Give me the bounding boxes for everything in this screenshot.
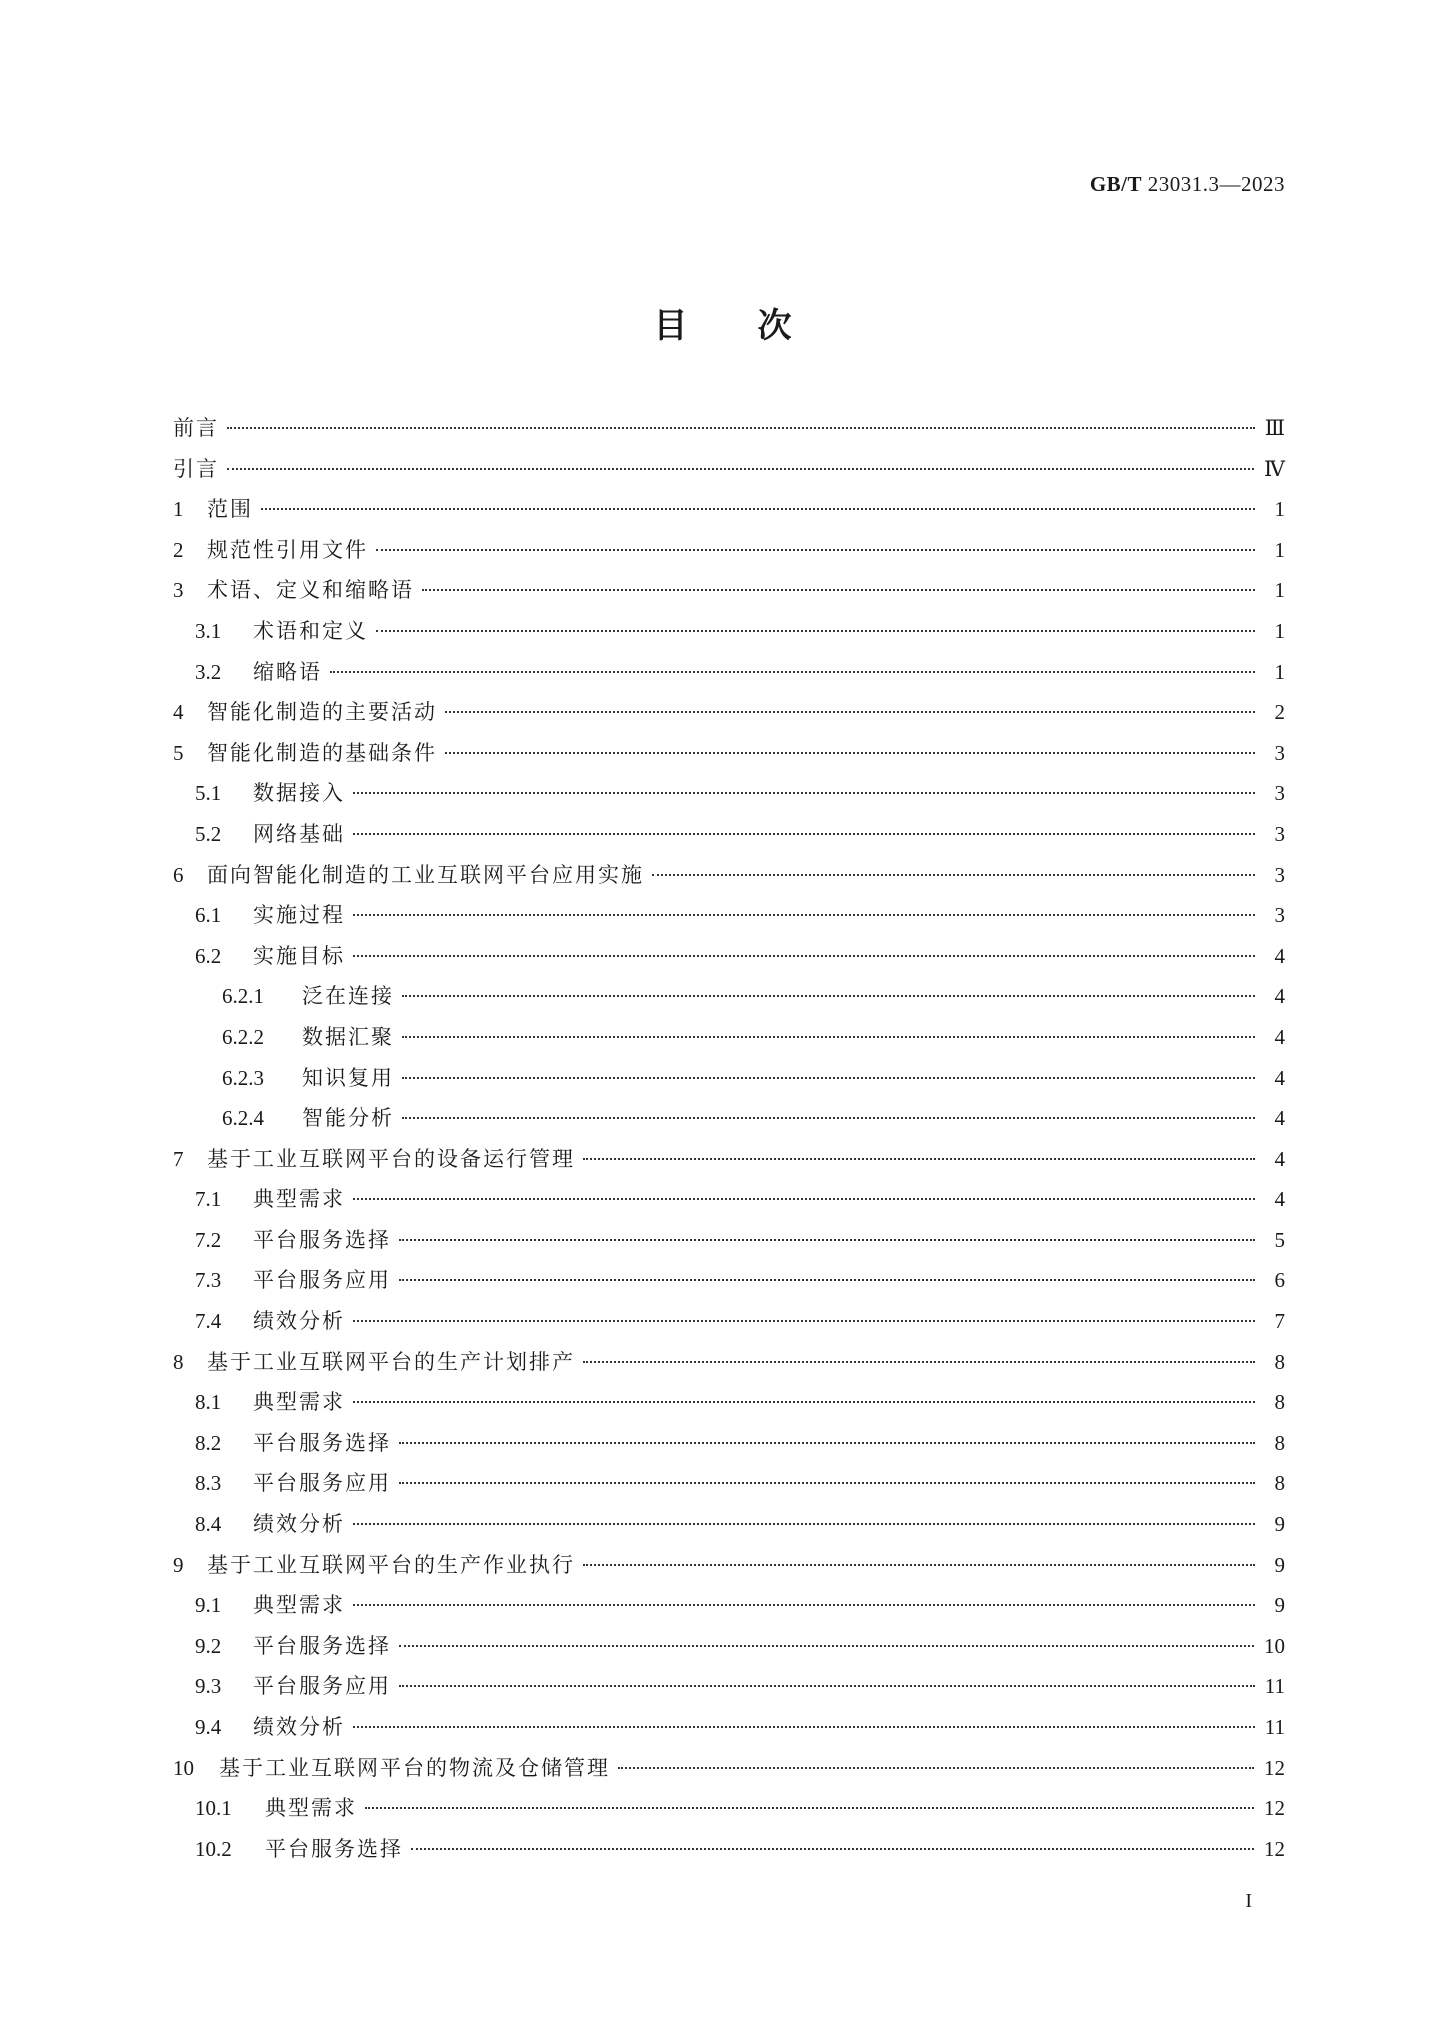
toc-entry[interactable] [173, 1752, 1285, 1793]
toc-dot-leader [402, 1036, 1255, 1038]
toc-entry[interactable] [173, 980, 1285, 1021]
toc-entry-page: 11 [1264, 1715, 1285, 1739]
toc-entry-title: 引言 [173, 456, 219, 481]
toc-entry-page: 6 [1274, 1268, 1285, 1293]
toc-entry[interactable] [173, 615, 1285, 656]
toc-dot-leader [652, 874, 1255, 876]
toc-entry-page: 12 [1264, 1836, 1285, 1861]
toc-entry[interactable] [173, 1183, 1285, 1224]
toc-entry-number: 6.2.4 [222, 1106, 264, 1131]
toc-entry-page: 4 [1274, 943, 1285, 968]
toc-entry-page: 1 [1274, 659, 1285, 684]
toc-entry[interactable] [173, 1549, 1285, 1590]
toc-entry-page: Ⅳ [1264, 456, 1285, 481]
toc-entry-number: 9 [173, 1552, 184, 1577]
toc-entry-page: 3 [1274, 903, 1285, 928]
toc-dot-leader [411, 1848, 1254, 1850]
toc-entry-page: 8 [1274, 1390, 1285, 1415]
toc-entry-number: 3.2 [195, 659, 222, 684]
toc-entry-title: 网络基础 [253, 821, 345, 846]
toc-dot-leader [227, 468, 1254, 470]
toc-entry-page: 3 [1274, 862, 1285, 887]
toc-entry[interactable] [173, 1792, 1285, 1833]
toc-entry-title: 绩效分析 [253, 1309, 345, 1334]
toc-entry-title: 平台服务应用 [253, 1674, 391, 1699]
toc-entry-title: 规范性引用文件 [207, 537, 368, 562]
toc-dot-leader [353, 1523, 1255, 1525]
toc-entry[interactable] [173, 1508, 1285, 1549]
toc-entry[interactable] [173, 656, 1285, 697]
toc-entry-number: 5 [173, 740, 184, 765]
page-number: I [1245, 1890, 1252, 1912]
toc-entry-title: 平台服务选择 [253, 1430, 391, 1455]
standard-number [1090, 172, 1285, 197]
toc-entry-title: 知识复用 [302, 1065, 394, 1090]
toc-entry-number: 10 [173, 1755, 194, 1780]
toc-entry-number: 3.1 [195, 618, 222, 643]
toc-dot-leader [618, 1767, 1254, 1769]
toc-entry-page: 4 [1274, 1146, 1285, 1171]
toc-entry-page: 3 [1274, 821, 1285, 846]
toc-entry-number: 7.1 [195, 1187, 222, 1212]
toc-entry-title: 基于工业互联网平台的生产计划排产 [207, 1349, 575, 1374]
toc-dot-leader [583, 1361, 1255, 1363]
toc-entry-title: 平台服务应用 [253, 1471, 391, 1496]
toc-entry-page: 11 [1264, 1674, 1285, 1699]
toc-entry[interactable] [173, 1264, 1285, 1305]
toc-entry-title: 典型需求 [253, 1390, 345, 1415]
toc-entry-title: 面向智能化制造的工业互联网平台应用实施 [207, 862, 644, 887]
toc-entry[interactable] [173, 1143, 1285, 1184]
toc-entry-page: 2 [1274, 700, 1285, 725]
toc-entry-page: Ⅲ [1264, 416, 1285, 440]
toc-entry[interactable] [173, 1062, 1285, 1103]
toc-entry-page: 8 [1274, 1430, 1285, 1455]
toc-entry-title: 实施目标 [253, 943, 345, 968]
toc-entry-title: 泛在连接 [302, 984, 394, 1009]
toc-entry-page: 4 [1274, 1187, 1285, 1212]
toc-dot-leader [422, 589, 1255, 591]
toc-entry-number: 10.1 [195, 1796, 232, 1821]
toc-dot-leader [583, 1564, 1255, 1566]
toc-entry-title: 平台服务选择 [265, 1836, 403, 1861]
toc-entry-page: 8 [1274, 1471, 1285, 1496]
toc-entry[interactable] [173, 818, 1285, 859]
toc-entry-title: 智能化制造的主要活动 [207, 700, 437, 725]
toc-entry-page: 5 [1274, 1227, 1285, 1252]
toc-entry[interactable] [173, 1670, 1285, 1711]
toc-entry[interactable] [173, 940, 1285, 981]
toc-entry-title: 前言 [173, 416, 219, 440]
toc-entry[interactable] [173, 1021, 1285, 1062]
toc-entry-page: 3 [1274, 740, 1285, 765]
toc-entry-title: 智能分析 [302, 1106, 394, 1131]
toc-dot-leader [399, 1482, 1255, 1484]
toc-entry-number: 8.4 [195, 1512, 222, 1537]
toc-entry-number: 6.2.3 [222, 1065, 264, 1090]
toc-dot-leader [399, 1279, 1255, 1281]
toc-dot-leader [353, 1320, 1255, 1322]
toc-entry-title: 典型需求 [253, 1187, 345, 1212]
toc-entry-title: 数据接入 [253, 781, 345, 806]
toc-entry-title: 智能化制造的基础条件 [207, 740, 437, 765]
toc-title: 目次 [653, 306, 862, 346]
toc-dot-leader [353, 1604, 1255, 1606]
toc-entry[interactable] [173, 1102, 1285, 1143]
toc-entry-number: 9.3 [195, 1674, 222, 1699]
toc-entry-title: 典型需求 [253, 1593, 345, 1618]
toc-entry-number: 7.3 [195, 1268, 222, 1293]
toc-entry-number: 6.2 [195, 943, 222, 968]
toc-entry[interactable] [173, 493, 1285, 534]
toc-dot-leader [353, 955, 1255, 957]
toc-entry-page: 1 [1274, 578, 1285, 603]
toc-dot-leader [353, 1726, 1255, 1728]
toc-entry[interactable] [173, 696, 1285, 737]
toc-entry[interactable] [173, 534, 1285, 575]
toc-entry[interactable] [173, 859, 1285, 900]
toc-entry-page: 4 [1274, 984, 1285, 1009]
toc-entry-number: 9.2 [195, 1633, 222, 1658]
toc-dot-leader [353, 1198, 1255, 1200]
toc-dot-leader [399, 1685, 1255, 1687]
toc-entry[interactable] [173, 737, 1285, 778]
toc-entry[interactable] [173, 1305, 1285, 1346]
toc-entry-number: 7.4 [195, 1309, 222, 1334]
toc-entry-title: 缩略语 [253, 659, 322, 684]
toc-entry-number: 8.1 [195, 1390, 222, 1415]
toc-dot-leader [402, 995, 1255, 997]
toc-entry-title: 平台服务选择 [253, 1633, 391, 1658]
toc-dot-leader [402, 1077, 1255, 1079]
toc-dot-leader [227, 427, 1255, 429]
toc-entry-page: 12 [1264, 1755, 1285, 1780]
toc-entry-page: 4 [1274, 1106, 1285, 1131]
toc-dot-leader [376, 549, 1255, 551]
toc-dot-leader [365, 1807, 1254, 1809]
toc-entry-number: 2 [173, 537, 184, 562]
toc-entry-page: 8 [1274, 1349, 1285, 1374]
toc-entry[interactable] [173, 574, 1285, 615]
toc-entry-page: 4 [1274, 1065, 1285, 1090]
toc-entry[interactable] [173, 1427, 1285, 1468]
toc-entry-title: 平台服务应用 [253, 1268, 391, 1293]
toc-dot-leader [261, 508, 1255, 510]
toc-entry-page: 1 [1274, 537, 1285, 562]
toc-entry[interactable] [173, 1711, 1285, 1752]
toc-entry-number: 9.1 [195, 1593, 222, 1618]
toc-entry-title: 基于工业互联网平台的物流及仓储管理 [219, 1755, 610, 1780]
toc-dot-leader [353, 833, 1255, 835]
toc-dot-leader [583, 1158, 1255, 1160]
toc-entry-page: 12 [1264, 1796, 1285, 1821]
toc-entry[interactable] [173, 899, 1285, 940]
toc-dot-leader [353, 914, 1255, 916]
toc-entry-page: 1 [1274, 497, 1285, 522]
toc-entry[interactable] [173, 1386, 1285, 1427]
toc-entry-number: 5.2 [195, 821, 222, 846]
standard-prefix: GB/T [1089, 172, 1142, 196]
toc-entry-title: 典型需求 [265, 1796, 357, 1821]
toc-dot-leader [402, 1117, 1255, 1119]
toc-entry-page: 3 [1274, 781, 1285, 806]
toc-entry[interactable] [173, 1224, 1285, 1265]
toc-entry-title: 术语、定义和缩略语 [207, 578, 414, 603]
toc-entry[interactable] [173, 453, 1285, 494]
toc-dot-leader [330, 671, 1255, 673]
toc-entry-page: 9 [1274, 1552, 1285, 1577]
toc-entry[interactable] [173, 777, 1285, 818]
toc-entry-number: 10.2 [195, 1836, 232, 1861]
toc-entry-number: 1 [173, 497, 184, 522]
toc-entry-page: 9 [1274, 1593, 1285, 1618]
toc-entry-number: 3 [173, 578, 184, 603]
toc-entry-page: 4 [1274, 1024, 1285, 1049]
toc-entry-title: 基于工业互联网平台的生产作业执行 [207, 1552, 575, 1577]
toc-entry-number: 6.2.1 [222, 984, 264, 1009]
toc-dot-leader [399, 1442, 1255, 1444]
toc-entry-page: 7 [1274, 1309, 1285, 1334]
toc-entry-number: 5.1 [195, 781, 222, 806]
toc-entry-title: 实施过程 [253, 903, 345, 928]
toc-entry-title: 术语和定义 [253, 618, 368, 643]
toc-entry-page: 9 [1274, 1512, 1285, 1537]
toc-entry-number: 8.2 [195, 1430, 222, 1455]
toc-entry-number: 6.2.2 [222, 1024, 264, 1049]
toc-entry[interactable] [173, 412, 1285, 453]
toc-entry[interactable] [173, 1346, 1285, 1387]
toc-dot-leader [445, 752, 1255, 754]
toc-dot-leader [376, 630, 1255, 632]
table-of-contents [173, 412, 1285, 1873]
toc-entry-number: 8 [173, 1349, 184, 1374]
toc-entry-number: 8.3 [195, 1471, 222, 1496]
toc-entry-page: 10 [1264, 1633, 1285, 1658]
toc-dot-leader [445, 711, 1255, 713]
toc-entry-number: 7.2 [195, 1227, 222, 1252]
toc-entry-title: 平台服务选择 [253, 1227, 391, 1252]
toc-entry[interactable] [173, 1630, 1285, 1671]
toc-entry-number: 9.4 [195, 1715, 222, 1739]
toc-dot-leader [399, 1645, 1254, 1647]
toc-entry[interactable] [173, 1467, 1285, 1508]
toc-entry-number: 4 [173, 700, 184, 725]
toc-entry-number: 7 [173, 1146, 184, 1171]
toc-entry-number: 6.1 [195, 903, 222, 928]
toc-entry-title: 数据汇聚 [302, 1024, 394, 1049]
toc-entry-title: 绩效分析 [253, 1715, 345, 1739]
toc-entry-title: 范围 [207, 497, 253, 522]
toc-entry[interactable] [173, 1833, 1285, 1874]
toc-entry[interactable] [173, 1589, 1285, 1630]
toc-entry-number: 6 [173, 862, 184, 887]
toc-dot-leader [399, 1239, 1255, 1241]
toc-entry-title: 绩效分析 [253, 1512, 345, 1537]
toc-dot-leader [353, 1401, 1255, 1403]
toc-entry-title: 基于工业互联网平台的设备运行管理 [207, 1146, 575, 1171]
toc-dot-leader [353, 792, 1255, 794]
standard-code: 23031.3—2023 [1147, 172, 1285, 196]
toc-entry-page: 1 [1274, 618, 1285, 643]
